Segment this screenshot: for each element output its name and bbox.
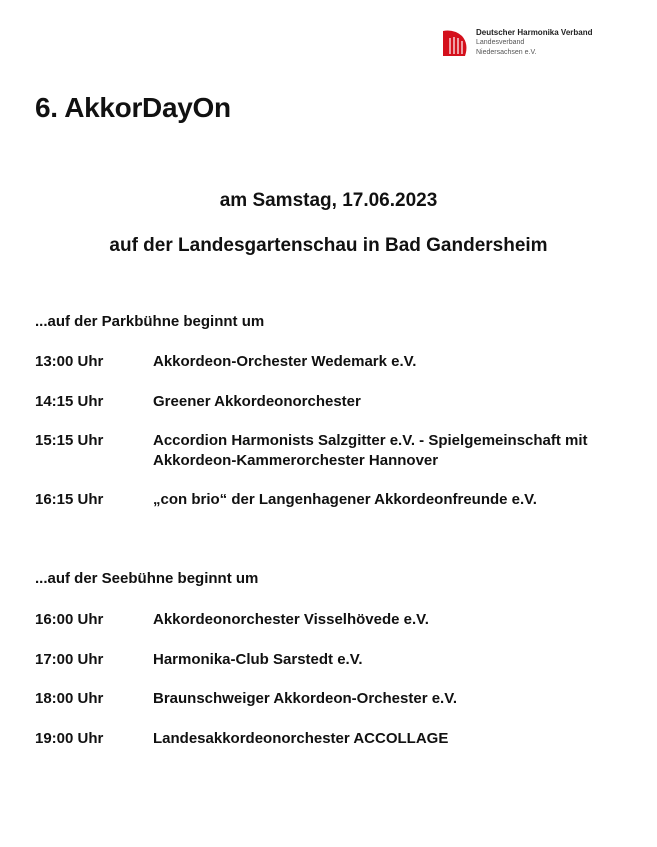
schedule-row [35, 650, 613, 670]
page-title: 6. AkkorDayOn [35, 92, 231, 123]
dhv-logo [440, 28, 592, 58]
event-location: auf der Landesgartenschau in Bad Gandersheim [109, 235, 548, 256]
schedule-act: Landesakkordeonorchester ACCOLLAGE [153, 730, 449, 747]
schedule-act: Braunschweiger Akkordeon-Orchester e.V. [153, 690, 457, 707]
schedule-row [35, 431, 613, 471]
schedule-time: 16:00 Uhr [35, 611, 104, 628]
schedule-time: 14:15 Uhr [35, 393, 104, 410]
schedule-time: 16:15 Uhr [35, 491, 104, 508]
schedule-row [35, 352, 613, 372]
schedule-act: Akkordeon-Orchester Wedemark e.V. [153, 353, 417, 370]
logo-subtitle-2: Niedersachsen e.V. [476, 49, 537, 56]
schedule-act: „con brio“ der Langenhagener Akkordeonfreunde e.V. [153, 491, 537, 508]
schedule-row [35, 610, 613, 630]
schedule-time: 18:00 Uhr [35, 690, 104, 707]
schedule-row [35, 729, 613, 749]
park-stage-heading: ...auf der Parkbühne beginnt um [35, 313, 265, 330]
event-date: am Samstag, 17.06.2023 [219, 190, 438, 211]
accordion-logo-icon [440, 28, 470, 58]
schedule-row [35, 689, 613, 709]
schedule-time: 15:15 Uhr [35, 432, 104, 449]
logo-title: Deutscher Harmonika Verband [476, 28, 593, 37]
schedule-act: Harmonika-Club Sarstedt e.V. [153, 651, 363, 668]
schedule-time: 19:00 Uhr [35, 730, 104, 747]
schedule-act: Accordion Harmonists Salzgitter e.V. - Spielgemeinschaft mit Akkordeon-Kammerorchester Hannover [153, 432, 588, 469]
schedule-act: Akkordeonorchester Visselhövede e.V. [153, 611, 429, 628]
schedule-row [35, 392, 613, 412]
logo-subtitle-1: Landesverband [476, 39, 525, 46]
schedule-time: 13:00 Uhr [35, 353, 104, 370]
schedule-time: 17:00 Uhr [35, 651, 104, 668]
schedule-act: Greener Akkordeonorchester [153, 393, 361, 410]
lake-stage-heading: ...auf der Seebühne beginnt um [35, 570, 259, 587]
schedule-row [35, 490, 613, 510]
